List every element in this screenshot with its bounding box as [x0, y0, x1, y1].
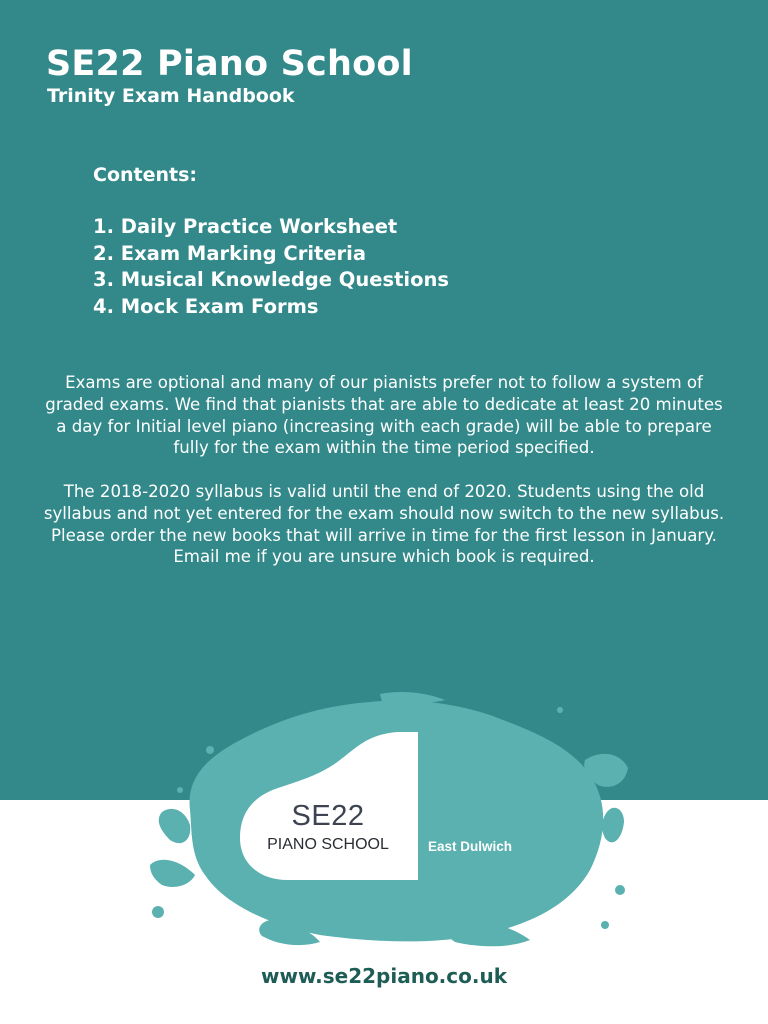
- page-subtitle: Trinity Exam Handbook: [47, 85, 295, 107]
- contents-item: 3. Musical Knowledge Questions: [93, 268, 449, 291]
- syllabus-paragraph: The 2018-2020 syllabus is valid until the end of 2020. Students using the old syllabus and not yet entered for the exam should now switch to the new syllabus. Please order the new books that will arrive in time for the first lesson in January. Email me if you are unsure which book is required.: [43, 482, 725, 567]
- paint-splash-shape: [159, 809, 191, 843]
- logo-tagline: PIANO SCHOOL: [267, 836, 389, 853]
- logo-location: East Dulwich: [428, 839, 513, 854]
- paint-splash-shape: [380, 692, 445, 703]
- intro-paragraph: Exams are optional and many of our pianists prefer not to follow a system of graded exams. We find that pianists that are able to dedicate at least 20 minutes a day for Initial level piano (increasing with each grade) will be able to prepare fully for the exam within the time period specified.: [45, 373, 723, 458]
- paint-splash-shape: [602, 808, 624, 843]
- paint-splash-shape: [152, 906, 164, 918]
- contents-item: 2. Exam Marking Criteria: [93, 241, 367, 265]
- page-title: SE22 Piano School: [46, 44, 413, 84]
- contents-item: 1. Daily Practice Worksheet: [93, 215, 398, 238]
- paint-splash-shape: [557, 707, 563, 713]
- contents-item: 4. Mock Exam Forms: [93, 294, 319, 318]
- paint-splash-shape: [206, 746, 214, 754]
- website-link[interactable]: www.se22piano.co.uk: [260, 964, 508, 988]
- contents-list: [93, 214, 449, 320]
- contents-heading: Contents:: [93, 164, 198, 186]
- paint-splash-shape: [177, 787, 183, 793]
- paint-splash-shape: [601, 921, 609, 929]
- logo-name: SE22: [291, 800, 365, 832]
- paint-splash-shape: [150, 860, 195, 887]
- paint-splash-shape: [615, 885, 625, 895]
